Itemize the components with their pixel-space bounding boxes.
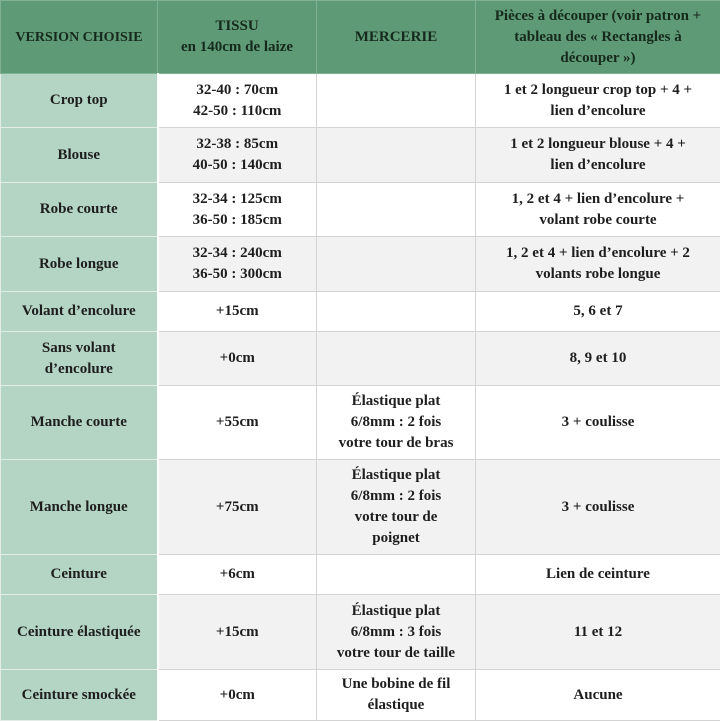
table-row bbox=[1, 237, 720, 292]
row-pieces: Aucune bbox=[476, 670, 720, 721]
header-pieces: Pièces à découper (voir patron + tableau des « Rectangles à découper ») bbox=[476, 1, 720, 74]
row-mercerie: Élastique plat 6/8mm : 2 fois votre tour de bras bbox=[317, 386, 476, 460]
row-mercerie bbox=[317, 74, 476, 128]
row-pieces: 8, 9 et 10 bbox=[476, 332, 720, 386]
row-pieces: 5, 6 et 7 bbox=[476, 292, 720, 332]
row-version: Ceinture smockée bbox=[1, 670, 158, 721]
row-version: Robe courte bbox=[1, 183, 158, 237]
table-row bbox=[1, 555, 720, 595]
table-row bbox=[1, 460, 720, 555]
row-pieces: Lien de ceinture bbox=[476, 555, 720, 595]
table-row bbox=[1, 595, 720, 670]
row-tissu: +0cm bbox=[158, 670, 317, 721]
table-row bbox=[1, 386, 720, 460]
row-version: Manche longue bbox=[1, 460, 158, 555]
header-version: VERSION CHOISIE bbox=[1, 1, 158, 74]
row-mercerie: Élastique plat 6/8mm : 2 fois votre tour de poignet bbox=[317, 460, 476, 555]
row-version: Blouse bbox=[1, 128, 158, 183]
row-tissu: 32-40 : 70cm 42-50 : 110cm bbox=[158, 74, 317, 128]
row-version: Crop top bbox=[1, 74, 158, 128]
row-pieces: 1, 2 et 4 + lien d’encolure + volant robe courte bbox=[476, 183, 720, 237]
row-version: Sans volant d’encolure bbox=[1, 332, 158, 386]
row-version: Volant d’encolure bbox=[1, 292, 158, 332]
row-mercerie bbox=[317, 237, 476, 292]
table-row bbox=[1, 332, 720, 386]
row-tissu: +15cm bbox=[158, 595, 317, 670]
row-version: Ceinture bbox=[1, 555, 158, 595]
row-version: Manche courte bbox=[1, 386, 158, 460]
table-row bbox=[1, 74, 720, 128]
table-row bbox=[1, 670, 720, 721]
row-mercerie: Élastique plat 6/8mm : 3 fois votre tour de taille bbox=[317, 595, 476, 670]
table-row bbox=[1, 292, 720, 332]
row-tissu: +0cm bbox=[158, 332, 317, 386]
row-mercerie bbox=[317, 128, 476, 183]
row-tissu: 32-34 : 240cm 36-50 : 300cm bbox=[158, 237, 317, 292]
table-row bbox=[1, 128, 720, 183]
row-mercerie bbox=[317, 332, 476, 386]
row-tissu: +15cm bbox=[158, 292, 317, 332]
row-pieces: 1, 2 et 4 + lien d’encolure + 2 volants robe longue bbox=[476, 237, 720, 292]
row-pieces: 11 et 12 bbox=[476, 595, 720, 670]
row-pieces: 1 et 2 longueur blouse + 4 + lien d’encolure bbox=[476, 128, 720, 183]
row-pieces: 3 + coulisse bbox=[476, 386, 720, 460]
row-version: Ceinture élastiquée bbox=[1, 595, 158, 670]
row-mercerie bbox=[317, 555, 476, 595]
row-pieces: 1 et 2 longueur crop top + 4 + lien d’encolure bbox=[476, 74, 720, 128]
row-mercerie: Une bobine de fil élastique bbox=[317, 670, 476, 721]
row-tissu: +6cm bbox=[158, 555, 317, 595]
header-mercerie: MERCERIE bbox=[317, 1, 476, 74]
header-row bbox=[1, 1, 720, 74]
header-tissu: TISSU en 140cm de laize bbox=[158, 1, 317, 74]
row-tissu: +55cm bbox=[158, 386, 317, 460]
row-mercerie bbox=[317, 292, 476, 332]
table-row bbox=[1, 183, 720, 237]
row-mercerie bbox=[317, 183, 476, 237]
row-tissu: 32-38 : 85cm 40-50 : 140cm bbox=[158, 128, 317, 183]
row-pieces: 3 + coulisse bbox=[476, 460, 720, 555]
row-version: Robe longue bbox=[1, 237, 158, 292]
row-tissu: +75cm bbox=[158, 460, 317, 555]
row-tissu: 32-34 : 125cm 36-50 : 185cm bbox=[158, 183, 317, 237]
